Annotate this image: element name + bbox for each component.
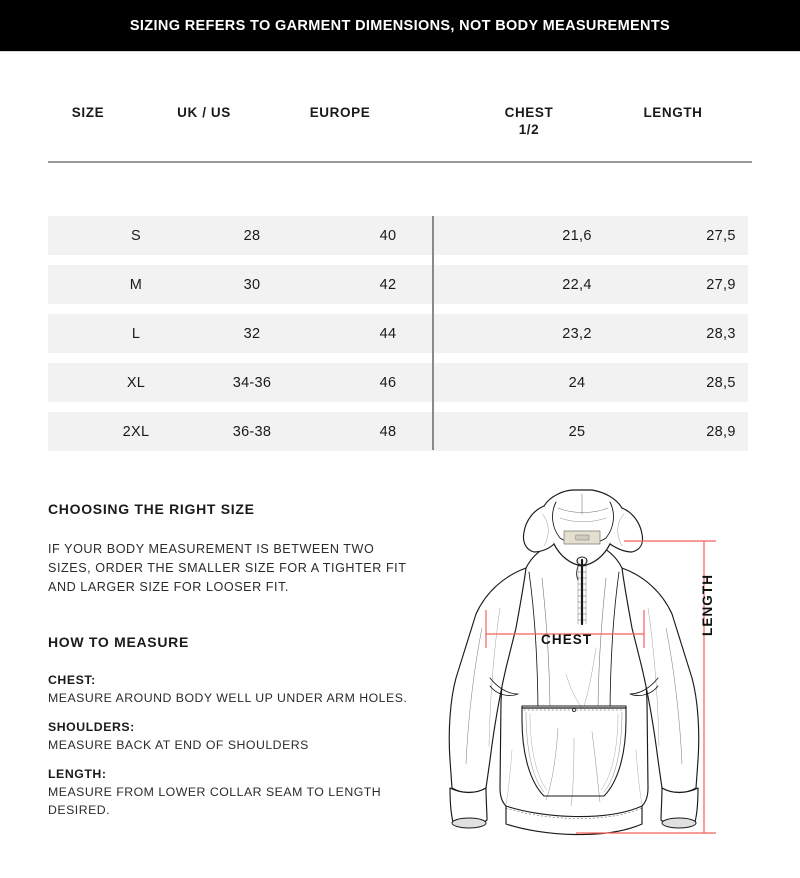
table-row xyxy=(48,363,748,402)
cell-size: M xyxy=(129,276,143,293)
cell-uk-us: 36-38 xyxy=(232,423,272,440)
cell-chest: 25 xyxy=(568,423,586,440)
table-row xyxy=(48,314,748,353)
table-row xyxy=(48,216,748,255)
cell-europe: 42 xyxy=(379,276,397,293)
cell-chest: 22,4 xyxy=(562,276,592,293)
cell-length: 27,9 xyxy=(706,276,736,293)
cell-uk-us: 34-36 xyxy=(232,374,272,391)
cell-europe: 40 xyxy=(379,227,397,244)
cell-uk-us: 28 xyxy=(243,227,261,244)
measure-term-length: LENGTH: xyxy=(48,767,107,781)
measure-def-shoulders: MEASURE BACK AT END OF SHOULDERS xyxy=(48,738,309,752)
choosing-line-2: SIZES, ORDER THE SMALLER SIZE FOR A TIGHTER FIT xyxy=(48,561,407,575)
cell-length: 28,9 xyxy=(706,423,736,440)
cell-chest: 23,2 xyxy=(562,325,592,342)
table-body xyxy=(0,216,800,450)
cell-europe: 46 xyxy=(379,374,397,391)
table-column-divider xyxy=(432,216,434,450)
cell-chest: 24 xyxy=(568,374,586,391)
table-row xyxy=(48,265,748,304)
column-header-length: LENGTH xyxy=(643,105,703,120)
column-header-size: SIZE xyxy=(71,105,105,120)
chest-annotation-label: CHEST xyxy=(541,632,593,647)
measure-item-shoulders xyxy=(48,718,448,754)
cell-length: 27,5 xyxy=(706,227,736,244)
table-header-row xyxy=(0,104,800,150)
cell-europe: 44 xyxy=(379,325,397,342)
length-annotation-label: LENGTH xyxy=(700,573,715,636)
sizing-info-panel xyxy=(48,500,448,819)
banner-text: SIZING REFERS TO GARMENT DIMENSIONS, NOT BODY MEASUREMENTS xyxy=(129,17,671,34)
cell-size: XL xyxy=(126,374,146,391)
measure-item-length xyxy=(48,765,448,819)
column-header-chest: CHEST 1/2 xyxy=(479,104,579,138)
measure-def-length-2: DESIRED. xyxy=(48,803,111,817)
hoodie-front-drawing xyxy=(446,488,786,860)
measure-term-chest: CHEST: xyxy=(48,673,96,687)
column-header-europe: EUROPE xyxy=(309,105,371,120)
banner-underline xyxy=(0,51,800,52)
cell-europe: 48 xyxy=(379,423,397,440)
header-rule xyxy=(48,161,752,163)
column-header-uk-us: UK / US xyxy=(177,105,231,120)
measure-def-length-1: MEASURE FROM LOWER COLLAR SEAM TO LENGTH xyxy=(48,785,382,799)
measure-def-chest: MEASURE AROUND BODY WELL UP UNDER ARM HOLES. xyxy=(48,691,408,705)
sizing-banner xyxy=(0,0,800,51)
cell-size: L xyxy=(131,325,141,342)
column-header-chest-sub: 1/2 xyxy=(518,122,540,137)
measure-term-shoulders: SHOULDERS: xyxy=(48,720,135,734)
cell-chest: 21,6 xyxy=(562,227,592,244)
measure-item-chest xyxy=(48,671,448,707)
cell-size: S xyxy=(131,227,141,244)
table-row xyxy=(48,412,748,451)
how-to-measure-heading: HOW TO MEASURE xyxy=(48,634,189,650)
cell-uk-us: 30 xyxy=(243,276,261,293)
cell-length: 28,5 xyxy=(706,374,736,391)
cell-uk-us: 32 xyxy=(243,325,261,342)
choosing-line-3: AND LARGER SIZE FOR LOOSER FIT. xyxy=(48,580,289,594)
cell-size: 2XL xyxy=(122,423,150,440)
garment-illustration xyxy=(446,488,786,860)
choosing-heading: CHOOSING THE RIGHT SIZE xyxy=(48,501,255,517)
choosing-line-1: IF YOUR BODY MEASUREMENT IS BETWEEN TWO xyxy=(48,542,375,556)
cell-length: 28,3 xyxy=(706,325,736,342)
